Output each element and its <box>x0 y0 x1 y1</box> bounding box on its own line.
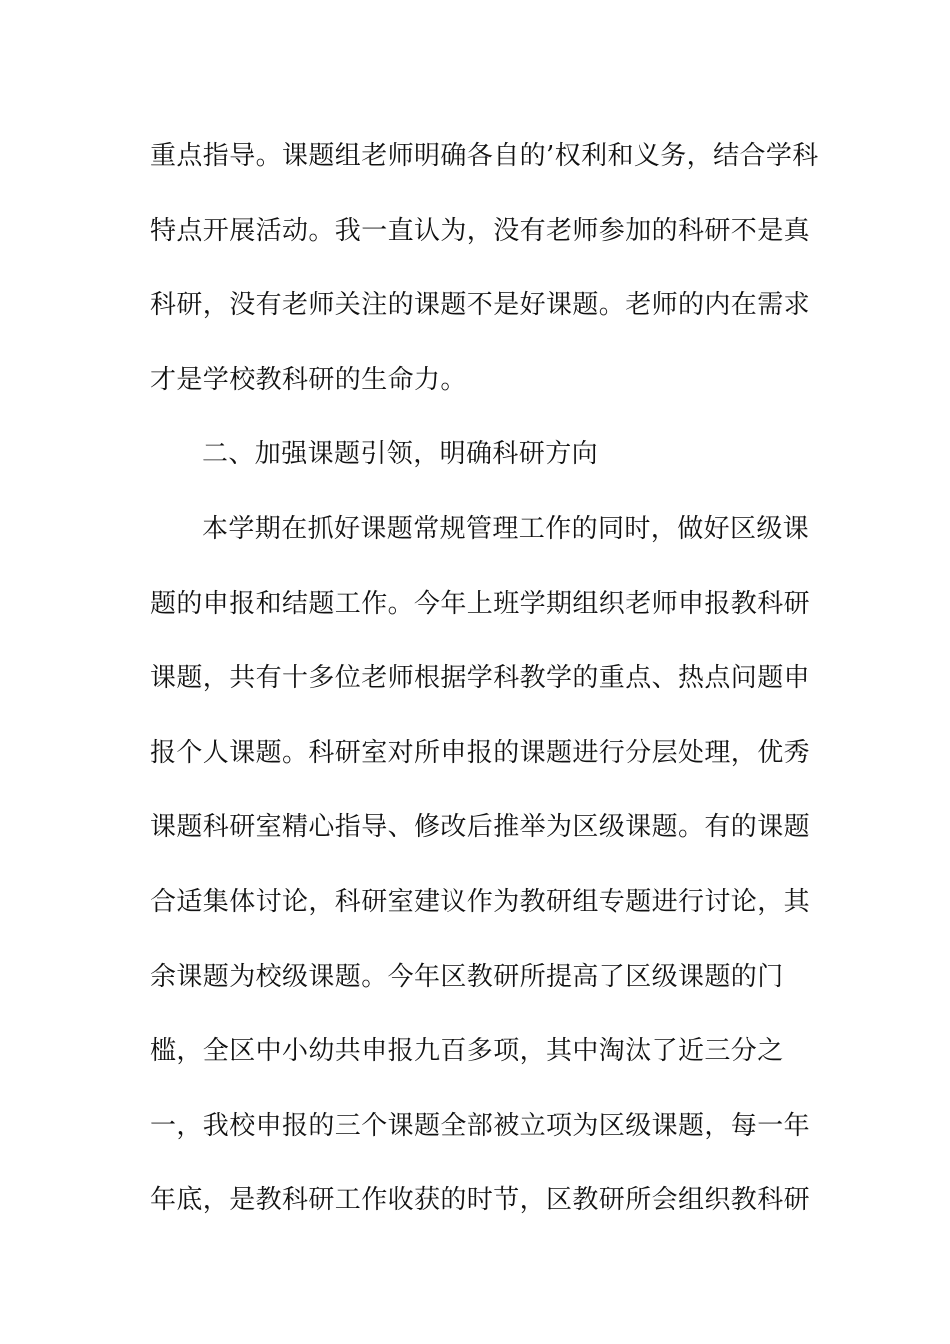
paragraph-line: 合适集体讨论，科研室建议作为教研组专题进行讨论，其 <box>150 886 811 917</box>
paragraph-line: 科研，没有老师关注的课题不是好课题。老师的内在需求 <box>150 290 811 321</box>
paragraph-line: 才是学校教科研的生命力。 <box>150 364 467 395</box>
paragraph-line: 重点指导。课题组老师明确各自的’权利和义务，结合学科 <box>150 141 819 171</box>
paragraph-line: 余课题为校级课题。今年区教研所提高了区级课题的门 <box>150 961 784 992</box>
section-heading: 二、加强课题引领，明确科研方向 <box>202 439 599 470</box>
paragraph-line: 年底，是教科研工作收获的时节，区教研所会组织教科研 <box>150 1185 811 1216</box>
paragraph-line: 课题，共有十多位老师根据学科教学的重点、热点问题申 <box>150 663 811 694</box>
paragraph-line: 报个人课题。科研室对所申报的课题进行分层处理，优秀 <box>150 737 811 768</box>
body-text <box>150 128 819 1247</box>
paragraph-line: 槛，全区中小幼共申报九百多项，其中淘汰了近三分之 <box>150 1036 784 1067</box>
paragraph-line: 课题科研室精心指导、修改后推举为区级课题。有的课题 <box>150 812 811 843</box>
paragraph-line: 题的申报和结题工作。今年上班学期组织老师申报教科研 <box>150 588 811 619</box>
paragraph-line: 本学期在抓好课题常规管理工作的同时，做好区级课 <box>202 513 810 544</box>
paragraph-line: 特点开展活动。我一直认为，没有老师参加的科研不是真 <box>150 215 811 246</box>
paragraph-line: 一，我校申报的三个课题全部被立项为区级课题，每一年 <box>150 1110 811 1141</box>
